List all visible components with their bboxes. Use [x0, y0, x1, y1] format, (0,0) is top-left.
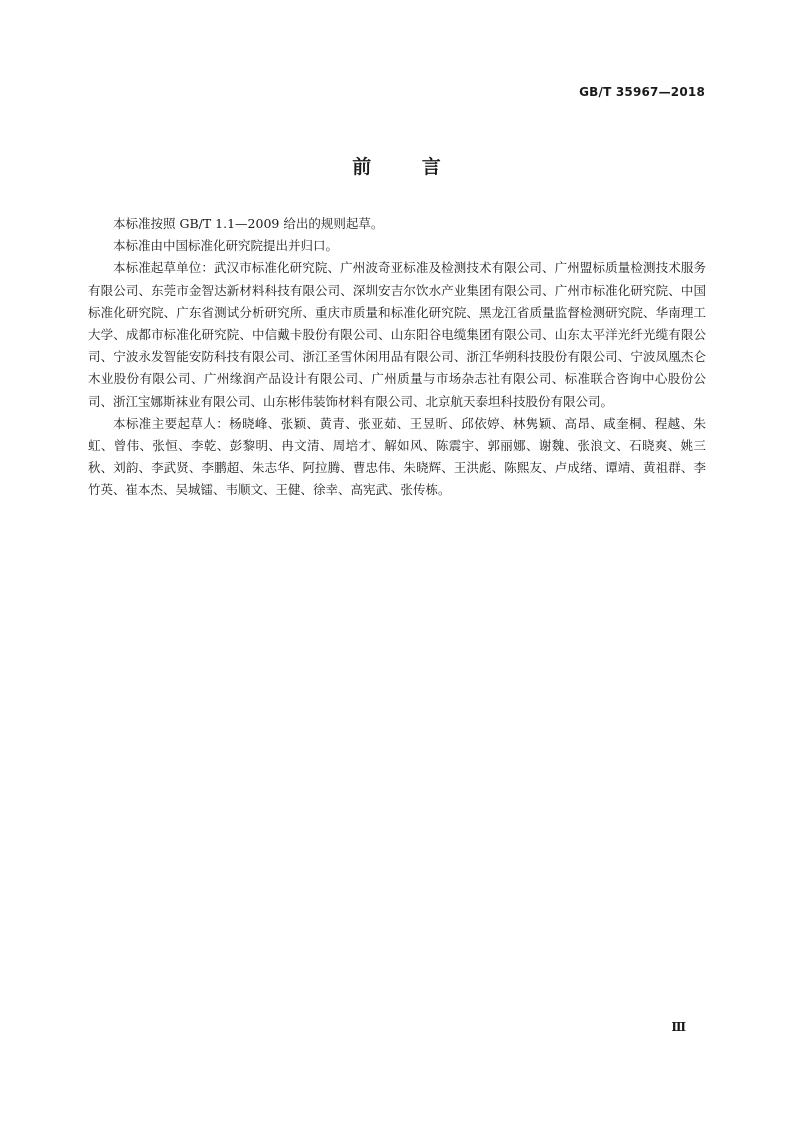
- standard-code: GB/T 35967—2018: [579, 85, 705, 99]
- paragraph-proposer: 本标准由中国标准化研究院提出并归口。: [113, 238, 339, 254]
- paragraph-main-drafters: 本标准主要起草人：杨晓峰、张颖、黄青、张亚茹、王昱昕、邱依婷、林隽颖、高昂、咸奎桐、程越、朱虹、曾伟、张恒、李乾、彭黎明、冉文清、周培才、解如风、陈震宇、郭丽娜、谢魏、张浪文、石晓爽、姚三秋、刘韵、李武贤、李鹏超、朱志华、阿拉腾、曹忠伟、朱晓辉、王洪彪、陈熙友、卢成绪、谭靖、黄祖群、李竹英、崔本杰、吴城镭、韦顺文、王健、徐幸、高宪武、张传栋。: [88, 415, 706, 498]
- page-number: Ⅲ: [671, 1020, 686, 1034]
- paragraph-drafting-rules: 本标准按照 GB/T 1.1—2009 给出的规则起草。: [113, 216, 384, 231]
- foreword-body: [88, 213, 706, 502]
- page-title: 前 言: [352, 156, 442, 178]
- paragraph-drafting-units: 本标准起草单位：武汉市标准化研究院、广州波奇亚标准及检测技术有限公司、广州盟标质量检测技术服务有限公司、东莞市金智达新材料科技有限公司、深圳安吉尔饮水产业集团有限公司、广州市标准化研究院、中国标准化研究院、广东省测试分析研究所、重庆市质量和标准化研究院、黑龙江省质量监督检测研究院、华南理工大学、成都市标准化研究院、中信戴卡股份有限公司、山东阳谷电缆集团有限公司、山东太平洋光纤光缆有限公司、宁波永发智能安防科技有限公司、浙江圣雪休闲用品有限公司、浙江华朔科技股份有限公司、宁波凤凰杰仑木业股份有限公司、广州缘润产品设计有限公司、广州质量与市场杂志社有限公司、标准联合咨询中心股份公司、浙江宝娜斯袜业有限公司、山东彬伟装饰材料有限公司、北京航天泰坦科技股份有限公司。: [88, 260, 706, 409]
